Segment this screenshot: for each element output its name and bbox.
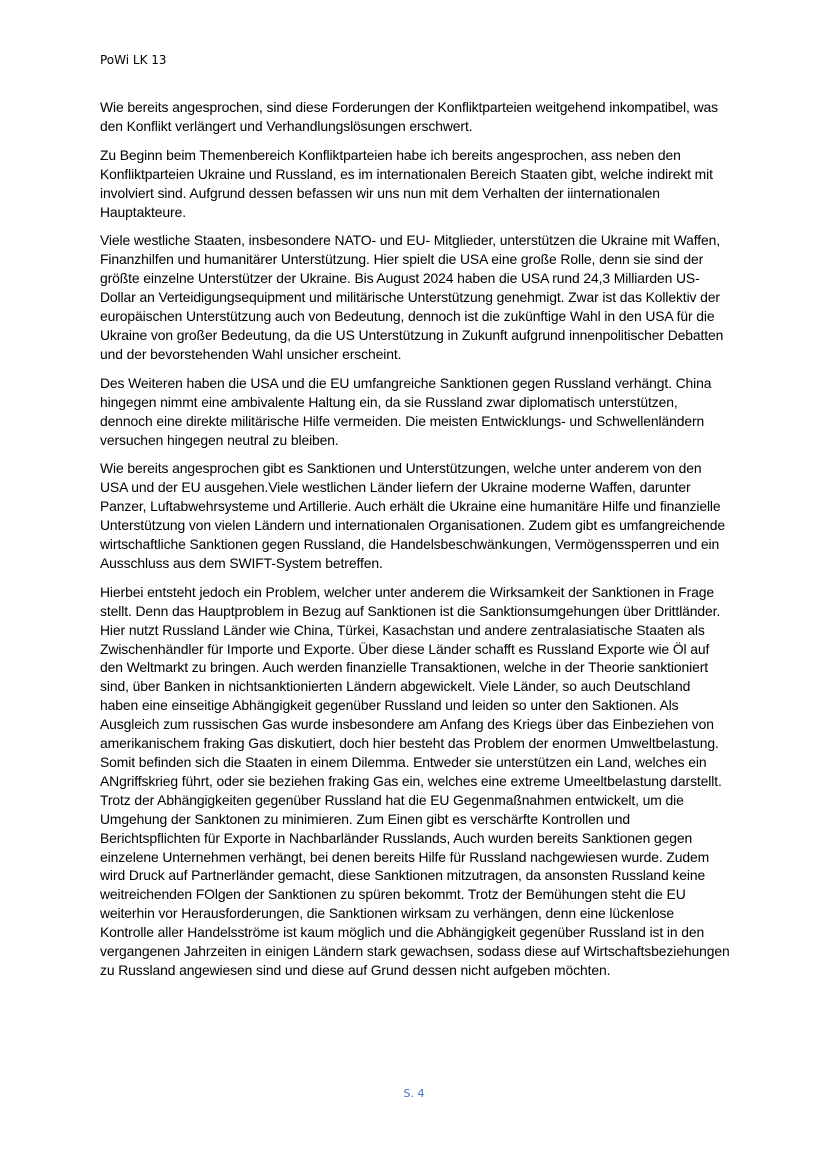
paragraph: Des Weiteren haben die USA und die EU umfangreiche Sanktionen gegen Russland verhängt. China hingegen nimmt eine ambivalente Haltung ein, da sie Russland zwar diplomatisch unterstützen, dennoch eine direkte militärische Hilfe vermeiden. Die meisten Entwicklungs- und Schwellenländern versuchen hingegen neutral zu bleiben.	[100, 374, 712, 448]
paragraph: Zu Beginn beim Themenbereich Konfliktparteien habe ich bereits angesprochen, ass neben den Konfliktparteien Ukraine und Russland, es im internationalen Bereich Staaten gibt, welche indirekt mit involviert sind. Aufgrund dessen befassen wir uns nun mit dem Verhalten der iinternationalen Hauptakteure.	[100, 146, 713, 220]
paragraph: Wie bereits angesprochen gibt es Sanktionen und Unterstützungen, welche unter anderem von den USA und der EU ausgehen.Viele westlichen Länder liefern der Ukraine moderne Waffen, darunter Panzer, Luftabwehrsysteme und Artillerie. Auch erhält die Ukraine eine humanitäre Hilfe und finanzielle Unterstützung von vielen Ländern und internationalen Organisationen. Zudem gibt es umfangreichende wirtschaftliche Sanktionen gegen Russland, die Handelsbeschwänkungen, Vermögenssperren und ein Ausschluss aus dem SWIFT-System betreffen.	[100, 460, 725, 571]
page-number: S. 4	[403, 1087, 425, 1100]
paragraph: Wie bereits angesprochen, sind diese Forderungen der Konfliktparteien weitgehend inkompatibel, was den Konflikt verlängert und Verhandlungslösungen erschwert.	[100, 99, 718, 134]
paragraph: Viele westliche Staaten, insbesondere NATO- und EU- Mitglieder, unterstützen die Ukraine mit Waffen, Finanzhilfen und humanitärer Unterstützung. Hier spielt die USA eine große Rolle, denn sie sind der größte einzelne Unterstützer der Ukraine. Bis August 2024 haben die USA rund 24,3 Milliarden US-Dollar an Verteidigungsequipment und militärische Unterstützung genehmigt. Zwar ist das Kollektiv der europäischen Unterstützung auch von Bedeutung, dennoch ist die zukünftige Wahl in den USA für die Ukraine von großer Bedeutung, da die US Unterstützung in Zukunft aufgrund innenpolitischer Debatten und der bevorstehenden Wahl unsicher erscheint.	[100, 232, 724, 362]
document-body	[100, 98, 730, 990]
document-header: PoWi LK 13	[100, 53, 167, 67]
paragraph: Hierbei entsteht jedoch ein Problem, welcher unter anderem die Wirksamkeit der Sanktionen in Frage stellt. Denn das Hauptproblem in Bezug auf Sanktionen ist die Sanktionsumgehungen über Drittländer. Hier nutzt Russland Länder wie China, Türkei, Kasachstan und andere zentralasiatische Staaten als Zwischenhändler für Importe und Exporte. Über diese Länder schafft es Russland Exporte wie Öl auf den Weltmarkt zu bringen. Auch werden finanzielle Transaktionen, welche in der Theorie sanktioniert sind, über Banken in nichtsanktionierten Ländern abgewickelt. Viele Länder, so auch Deutschland haben eine einseitige Abhängigkeit gegenüber Russland und leiden so unter den Saktionen. Als Ausgleich zum russischen Gas wurde insbesondere am Anfang des Kriegs über das Einbeziehen von amerikanischem fraking Gas diskutiert, doch hier besteht das Problem der enormen Umweltbelastung. Somit befinden sich die Staaten in einem Dilemma. Entweder sie unterstützen ein Land, welches ein ANgriffskrieg führt, oder sie beziehen fraking Gas ein, welches eine extreme Umeeltbelastung darstellt. Trotz der Abhängigkeiten gegenüber Russland hat die EU Gegenmaßnahmen entwickelt, um die Umgehung der Sanktonen zu minimieren. Zum Einen gibt es verschärfte Kontrollen und Berichtspflichten für Exporte in Nachbarländer Russlands, Auch wurden bereits Sanktionen gegen einzelene Unternehmen verhängt, bei denen bereits Hilfe für Russland nachgewiesen wurde. Zudem wird Druck auf Partnerländer gemacht, diese Sanktionen mitzutragen, da ansonsten Russland keine weitreichenden FOlgen der Sanktionen zu spüren bekommt. Trotz der Bemühungen steht die EU weiterhin vor Herausforderungen, die Sanktionen wirksam zu verhängen, denn eine lückenlose Kontrolle aller Handelsströme ist kaum möglich und die Abhängigkeit gegenüber Russland ist in den vergangenen Jahrzeiten in einigen Ländern stark gewachsen, sodass diese auf Wirtschaftsbeziehungen zu Russland angewiesen sind und diese auf Grund dessen nicht aufgeben möchten.	[100, 583, 730, 978]
